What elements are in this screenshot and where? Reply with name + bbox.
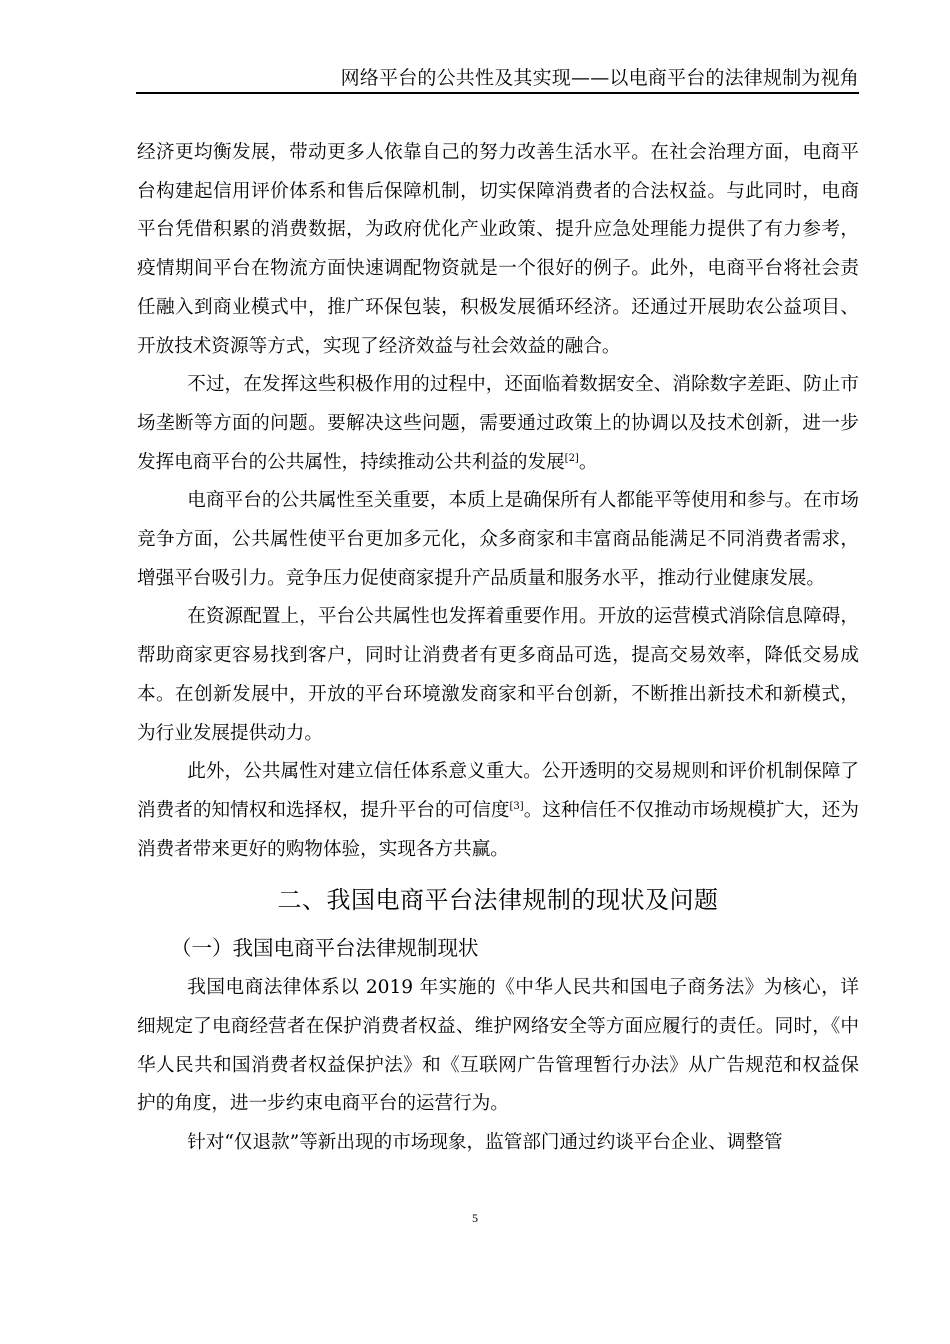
running-header: 网络平台的公共性及其实现——以电商平台的法律规制为视角 — [340, 67, 859, 89]
paragraph-2-text: 不过，在发挥这些积极作用的过程中，还面临着数据安全、消除数字差距、防止市场垄断等方面的问题。要解决这些问题，需要通过政策上的协调以及技术创新，进一步发挥电商平台的公共属性，持续推动公共利益的发展 — [137, 374, 859, 473]
body-text — [137, 134, 859, 1163]
paragraph-4: 在资源配置上，平台公共属性也发挥着重要作用。开放的运营模式消除信息障碍，帮助商家更容易找到客户，同时让消费者有更多商品可选，提高交易效率，降低交易成本。在创新发展中，开放的平台环境激发商家和平台创新，不断推出新技术和新模式，为行业发展提供动力。 — [137, 606, 859, 744]
paragraph-5 — [137, 753, 859, 869]
citation-3: [3] — [509, 800, 524, 812]
paragraph-1: 经济更均衡发展，带动更多人依靠自己的努力改善生活水平。在社会治理方面，电商平台构建起信用评价体系和售后保障机制，切实保障消费者的合法权益。与此同时，电商平台凭借积累的消费数据，为政府优化产业政策、提升应急处理能力提供了有力参考，疫情期间平台在物流方面快速调配物资就是一个很好的例子。此外，电商平台将社会责任融入到商业模式中，推广环保包装，积极发展循环经济。还通过开展助农公益项目、开放技术资源等方式，实现了经济效益与社会效益的融合。 — [137, 142, 859, 357]
paragraph-5-text: 此外，公共属性对建立信任体系意义重大。公开透明的交易规则和评价机制保障了消费者的知情权和选择权，提升平台的可信度 — [137, 761, 859, 821]
paragraph-2-end: 。 — [578, 451, 598, 473]
page-number: 5 — [472, 1211, 478, 1225]
citation-2: [2] — [564, 452, 579, 464]
header-rule — [136, 92, 859, 94]
paragraph-2 — [137, 366, 859, 482]
paragraph-5-end: 。这种信任不仅推动市场规模扩大，还为消费者带来更好的购物体验，实现各方共赢。 — [137, 799, 859, 860]
paragraph-7: 针对“仅退款”等新出现的市场现象，监管部门通过约谈平台企业、调整管 — [187, 1132, 783, 1154]
paragraph-3: 电商平台的公共属性至关重要，本质上是确保所有人都能平等使用和参与。在市场竞争方面，公共属性使平台更加多元化，众多商家和丰富商品能满足不同消费者需求，增强平台吸引力。竞争压力促使商家提升产品质量和服务水平，推动行业健康发展。 — [137, 490, 859, 589]
subsection-heading: （一）我国电商平台法律规制现状 — [171, 936, 479, 961]
paragraph-6: 我国电商法律体系以 2019 年实施的《中华人民共和国电子商务法》为核心，详细规定了电商经营者在保护消费者权益、维护网络安全等方面应履行的责任。同时，《中华人民共和国消费者权益保护法》和《互联网广告管理暂行办法》从广告规范和权益保护的角度，进一步约束电商平台的运营行为。 — [137, 977, 859, 1115]
section-heading: 二、我国电商平台法律规制的现状及问题 — [277, 886, 719, 915]
